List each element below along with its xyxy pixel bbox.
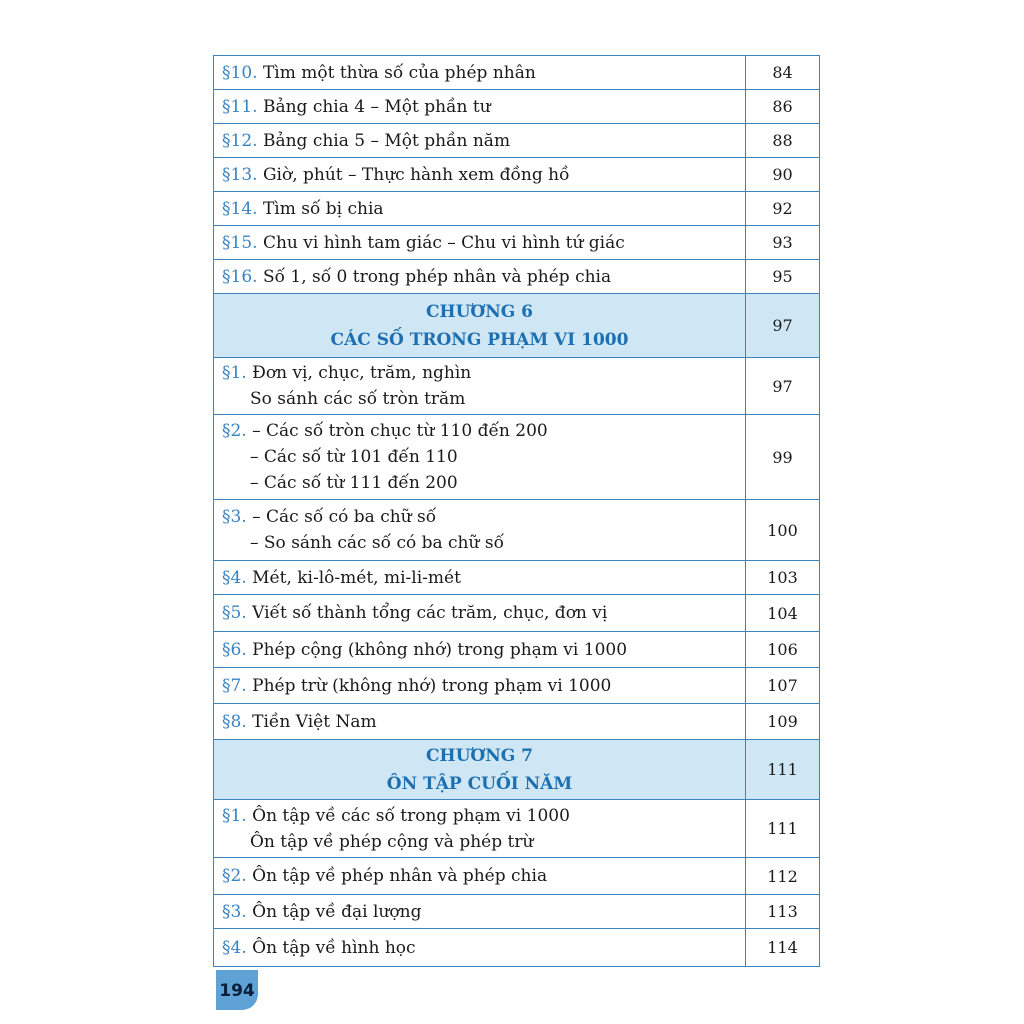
section-number: §15.: [222, 232, 258, 253]
toc-entry-line: [222, 899, 745, 925]
toc-entry-text: – Các số có ba chữ số: [252, 507, 437, 527]
chapter-title-cell: [214, 294, 746, 358]
toc-entry-line: [222, 94, 745, 120]
toc-entry-text: Ôn tập về các số trong phạm vi 1000: [252, 805, 570, 826]
toc-row: [214, 358, 820, 415]
toc-entry-line: [222, 264, 745, 290]
section-number: §12.: [222, 130, 258, 151]
toc-row: [214, 929, 820, 967]
toc-row: [214, 192, 820, 226]
section-number: §4.: [222, 937, 247, 958]
toc-entry-text: Tìm số bị chia: [262, 198, 384, 219]
section-number: §7.: [222, 675, 247, 696]
toc-page-number: 92: [746, 192, 820, 226]
toc-row: [214, 226, 820, 260]
page-number: 194: [216, 970, 258, 1010]
toc-page-number: 93: [746, 226, 820, 260]
toc-entry-line: [222, 418, 745, 444]
section-number: §1.: [222, 805, 247, 826]
toc-entry-text: Ôn tập về phép nhân và phép chia: [252, 866, 548, 886]
toc-entry-text: Đơn vị, chục, trăm, nghìn: [252, 363, 472, 383]
toc-entry-line: [222, 673, 745, 699]
chapter-row: [214, 740, 820, 800]
section-number: §3.: [222, 507, 247, 527]
chapter-title: ÔN TẬP CUỐI NĂM: [386, 773, 573, 794]
toc-row: [214, 90, 820, 124]
toc-entry-line: [222, 470, 745, 496]
toc-row: [214, 895, 820, 929]
toc-row: [214, 668, 820, 704]
toc-page-number: 99: [746, 415, 820, 500]
toc-page-number: 111: [746, 800, 820, 858]
toc-entry-line: [222, 60, 745, 86]
toc-title-cell: [214, 226, 746, 260]
toc-title-cell: [214, 358, 746, 415]
toc-row: [214, 632, 820, 668]
section-number: §8.: [222, 711, 247, 732]
toc-entry-line: [222, 504, 745, 530]
toc-entry-text: Bảng chia 5 – Một phần năm: [262, 130, 511, 151]
toc-row: [214, 595, 820, 632]
toc-title-cell: [214, 158, 746, 192]
section-number: §2.: [222, 421, 247, 441]
toc-entry-text: Giờ, phút – Thực hành xem đồng hồ: [262, 164, 570, 185]
toc-row: [214, 124, 820, 158]
toc-entry-text: Viết số thành tổng các trăm, chục, đơn vị: [252, 603, 608, 623]
toc-row: [214, 561, 820, 595]
toc-page-number: 113: [746, 895, 820, 929]
toc-title-cell: [214, 595, 746, 632]
toc-page-number: 100: [746, 500, 820, 561]
toc-title-cell: [214, 260, 746, 294]
section-number: §14.: [222, 198, 258, 219]
toc-title-cell: [214, 704, 746, 740]
toc-entry-text: Mét, ki-lô-mét, mi-li-mét: [252, 567, 461, 588]
toc-row: [214, 415, 820, 500]
toc-title-cell: [214, 90, 746, 124]
toc-entry-line: [222, 360, 745, 386]
toc-page-number: 97: [746, 358, 820, 415]
toc-entry-text: Tiền Việt Nam: [252, 711, 377, 732]
toc-page-number: 97: [746, 294, 820, 358]
toc-entry-text: – Các số tròn chục từ 110 đến 200: [252, 421, 548, 441]
toc-entry-text: Ôn tập về hình học: [252, 937, 416, 958]
toc-title-cell: [214, 561, 746, 595]
chapter-label: CHƯƠNG 7: [425, 745, 534, 766]
section-number: §1.: [222, 363, 247, 383]
toc-row: [214, 704, 820, 740]
toc-entry-line: [222, 637, 745, 663]
toc-title-cell: [214, 500, 746, 561]
toc-row: [214, 858, 820, 895]
toc-entry-line: [222, 386, 745, 412]
toc-title-cell: [214, 632, 746, 668]
toc-entry-text: Bảng chia 4 – Một phần tư: [262, 96, 491, 117]
toc-page-number: 111: [746, 740, 820, 800]
toc-page-number: 103: [746, 561, 820, 595]
toc-entry-line: [222, 863, 745, 889]
toc-entry-line: [222, 444, 745, 470]
toc-entry-line: [222, 829, 745, 855]
chapter-title: CÁC SỐ TRONG PHẠM VI 1000: [330, 329, 629, 350]
chapter-label: CHƯƠNG 6: [425, 301, 534, 322]
toc-page-number: 90: [746, 158, 820, 192]
toc-entry-text: Chu vi hình tam giác – Chu vi hình tứ giác: [262, 232, 625, 253]
toc-title-cell: [214, 415, 746, 500]
toc-entry-line: [222, 565, 745, 591]
toc-page-number: 84: [746, 56, 820, 90]
toc-entry-line: [222, 230, 745, 256]
toc-page-number: 86: [746, 90, 820, 124]
toc-row: [214, 500, 820, 561]
toc-page-number: 106: [746, 632, 820, 668]
toc-title-cell: [214, 895, 746, 929]
section-number: §6.: [222, 639, 247, 660]
toc-entry-line: [222, 128, 745, 154]
toc-row: [214, 56, 820, 90]
section-number: §13.: [222, 164, 258, 185]
toc-title-cell: [214, 56, 746, 90]
section-number: §16.: [222, 266, 258, 287]
toc-page-number: 104: [746, 595, 820, 632]
section-number: §2.: [222, 866, 247, 886]
toc-entry-text: – So sánh các số có ba chữ số: [250, 533, 504, 553]
toc-entry-text: Tìm một thừa số của phép nhân: [262, 62, 536, 83]
toc-entry-text: Phép trừ (không nhớ) trong phạm vi 1000: [252, 675, 612, 696]
toc-entry-line: [222, 709, 745, 735]
chapter-title-cell: [214, 740, 746, 800]
section-number: §3.: [222, 901, 247, 922]
toc-entry-text: Số 1, số 0 trong phép nhân và phép chia: [262, 266, 612, 287]
toc-entry-line: [222, 600, 745, 626]
toc-row: [214, 158, 820, 192]
toc-entry-text: Phép cộng (không nhớ) trong phạm vi 1000: [252, 639, 628, 660]
toc-entry-text: So sánh các số tròn trăm: [250, 389, 466, 409]
toc-page-number: 95: [746, 260, 820, 294]
toc-entry-line: [222, 162, 745, 188]
toc-page-number: 88: [746, 124, 820, 158]
section-number: §5.: [222, 603, 247, 623]
toc-entry-line: [222, 935, 745, 961]
toc-entry-line: [222, 196, 745, 222]
table-of-contents: [213, 55, 820, 967]
toc-title-cell: [214, 192, 746, 226]
toc-page-number: 112: [746, 858, 820, 895]
toc-entry-text: – Các số từ 101 đến 110: [250, 447, 458, 467]
toc-title-cell: [214, 858, 746, 895]
toc-title-cell: [214, 929, 746, 967]
toc-title-cell: [214, 124, 746, 158]
toc-entry-text: Ôn tập về phép cộng và phép trừ: [250, 831, 534, 852]
section-number: §11.: [222, 96, 258, 117]
toc-entry-line: [222, 530, 745, 556]
section-number: §10.: [222, 62, 258, 83]
toc-entry-line: [222, 803, 745, 829]
toc-entry-text: – Các số từ 111 đến 200: [250, 473, 458, 493]
toc-row: [214, 260, 820, 294]
toc-page-number: 114: [746, 929, 820, 967]
chapter-row: [214, 294, 820, 358]
toc-title-cell: [214, 800, 746, 858]
toc-page-number: 107: [746, 668, 820, 704]
toc-row: [214, 800, 820, 858]
section-number: §4.: [222, 567, 247, 588]
toc-title-cell: [214, 668, 746, 704]
toc-page-number: 109: [746, 704, 820, 740]
toc-entry-text: Ôn tập về đại lượng: [252, 901, 422, 922]
